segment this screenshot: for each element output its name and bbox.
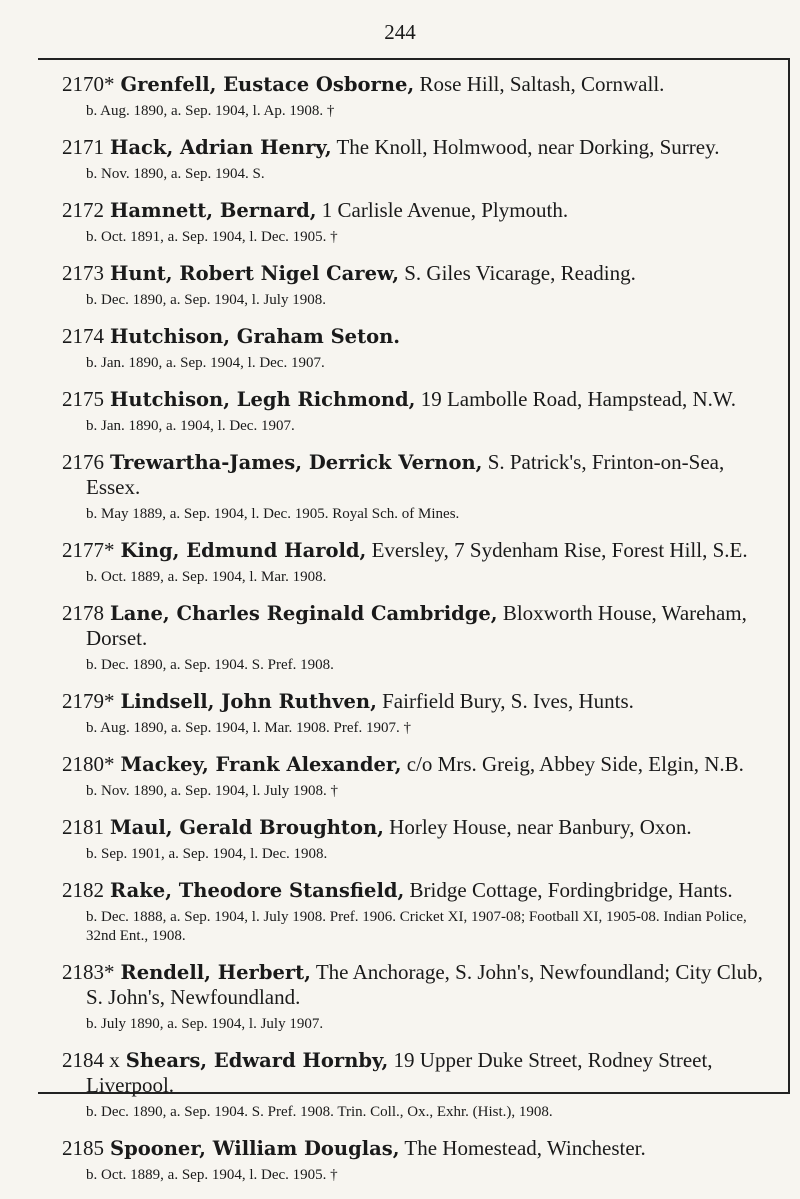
entry-heading: [62, 538, 780, 563]
entry-details: b. Jan. 1890, a. Sep. 1904, l. Dec. 1907.: [86, 355, 325, 371]
entry-number: 2180*: [62, 752, 115, 776]
entry-details: b. Oct. 1891, a. Sep. 1904, l. Dec. 1905. †: [86, 229, 338, 245]
entry-details: b. Nov. 1890, a. Sep. 1904. S.: [86, 166, 265, 182]
entry-number: 2179*: [62, 689, 115, 713]
entry-address: The Anchorage, S. John's, Newfoundland; City Club, S. John's, Newfoundland.: [86, 960, 763, 1009]
entry-name: Trewartha-James, Derrick Vernon,: [110, 451, 483, 474]
register-entry: [62, 960, 780, 1034]
register-entry: [62, 1136, 780, 1185]
entry-heading: [62, 261, 780, 286]
entry-name: Mackey, Frank Alexander,: [120, 753, 402, 776]
register-entry: [62, 198, 780, 247]
entry-name: King, Edmund Harold,: [120, 539, 367, 562]
entry-name: Spooner, William Douglas,: [110, 1137, 400, 1160]
entry-heading: [62, 1136, 780, 1161]
register-entry: [62, 324, 780, 373]
entry-heading: [62, 601, 780, 651]
entry-details: b. Nov. 1890, a. Sep. 1904, l. July 1908. †: [86, 783, 338, 799]
entry-name: Grenfell, Eustace Osborne,: [120, 73, 415, 96]
register-entry: [62, 815, 780, 864]
register-entry: [62, 261, 780, 310]
entry-number: 2177*: [62, 538, 115, 562]
entry-address: S. Giles Vicarage, Reading.: [398, 261, 636, 285]
entry-details: b. Sep. 1901, a. Sep. 1904, l. Dec. 1908.: [86, 846, 328, 862]
entry-name: Hutchison, Legh Richmond,: [110, 388, 416, 411]
register-entry: [62, 538, 780, 587]
entry-address: c/o Mrs. Greig, Abbey Side, Elgin, N.B.: [401, 752, 744, 776]
entry-address: Bloxworth House, Wareham, Dorset.: [86, 601, 747, 650]
entry-number: 2178: [62, 601, 104, 625]
entry-address: The Knoll, Holmwood, near Dorking, Surrey.: [331, 135, 720, 159]
entry-details: b. Oct. 1889, a. Sep. 1904, l. Mar. 1908.: [86, 569, 327, 585]
entry-address: 19 Lambolle Road, Hampstead, N.W.: [415, 387, 737, 411]
entry-name: Hutchison, Graham Seton.: [110, 325, 401, 348]
entry-number: 2170*: [62, 72, 115, 96]
entry-name: Lindsell, John Ruthven,: [120, 690, 377, 713]
register-entry: [62, 387, 780, 436]
entry-address: Bridge Cottage, Fordingbridge, Hants.: [404, 878, 733, 902]
page-number: 244: [384, 20, 416, 44]
entry-heading: [62, 689, 780, 714]
register-entry: [62, 450, 780, 524]
entry-number: 2181: [62, 815, 104, 839]
entry-number: 2182: [62, 878, 104, 902]
entry-heading: [62, 72, 780, 97]
entry-heading: [62, 1048, 780, 1098]
entry-heading: [62, 752, 780, 777]
entry-heading: [62, 960, 780, 1010]
entry-details: b. Dec. 1890, a. Sep. 1904. S. Pref. 1908. Trin. Coll., Ox., Exhr. (Hist.), 1908.: [86, 1104, 553, 1120]
entry-heading: [62, 135, 780, 160]
entry-address: 19 Upper Duke Street, Rodney Street, Liverpool.: [86, 1048, 713, 1097]
entry-name: Rendell, Herbert,: [120, 961, 311, 984]
register-entry: [62, 752, 780, 801]
entry-heading: [62, 198, 780, 223]
entry-number: 2185: [62, 1136, 104, 1160]
entry-details: b. Aug. 1890, a. Sep. 1904, l. Mar. 1908. Pref. 1907. †: [86, 720, 411, 736]
register-entry: [62, 689, 780, 738]
entry-number: 2184 x: [62, 1048, 120, 1072]
entry-number: 2174: [62, 324, 104, 348]
entry-heading: [62, 450, 780, 500]
entry-number: 2175: [62, 387, 104, 411]
entry-name: Hack, Adrian Henry,: [110, 136, 332, 159]
register-entry: [62, 601, 780, 675]
entry-details: b. Aug. 1890, a. Sep. 1904, l. Ap. 1908. †: [86, 103, 335, 119]
entry-number: 2173: [62, 261, 104, 285]
entry-address: Rose Hill, Saltash, Cornwall.: [414, 72, 665, 96]
entry-name: Hamnett, Bernard,: [110, 199, 317, 222]
entry-name: Shears, Edward Hornby,: [125, 1049, 389, 1072]
register-entry: [62, 878, 780, 946]
entry-details: b. July 1890, a. Sep. 1904, l. July 1907.: [86, 1016, 324, 1032]
entry-details: b. Dec. 1888, a. Sep. 1904, l. July 1908. Pref. 1906. Cricket XI, 1907-08; Football XI, 1905-08. Indian Police, 32nd Ent., 1908.: [86, 909, 747, 944]
entry-address: 1 Carlisle Avenue, Plymouth.: [316, 198, 569, 222]
entry-number: 2171: [62, 135, 104, 159]
entry-details: b. Oct. 1889, a. Sep. 1904, l. Dec. 1905. †: [86, 1167, 338, 1183]
entry-heading: [62, 878, 780, 903]
register-entry: [62, 135, 780, 184]
register-entries: [62, 72, 780, 1199]
entry-name: Lane, Charles Reginald Cambridge,: [110, 602, 498, 625]
entry-heading: [62, 815, 780, 840]
entry-heading: [62, 387, 780, 412]
entry-details: b. Jan. 1890, a. 1904, l. Dec. 1907.: [86, 418, 295, 434]
entry-address: S. Patrick's, Frinton-on-Sea, Essex.: [86, 450, 725, 499]
entry-heading: [62, 324, 780, 349]
entry-address: Eversley, 7 Sydenham Rise, Forest Hill, S.E.: [366, 538, 748, 562]
register-entry: [62, 72, 780, 121]
entry-name: Maul, Gerald Broughton,: [110, 816, 384, 839]
entry-details: b. May 1889, a. Sep. 1904, l. Dec. 1905. Royal Sch. of Mines.: [86, 506, 460, 522]
entry-name: Hunt, Robert Nigel Carew,: [110, 262, 399, 285]
entry-number: 2176: [62, 450, 104, 474]
entry-address: Fairfield Bury, S. Ives, Hunts.: [376, 689, 634, 713]
entry-name: Rake, Theodore Stansfield,: [110, 879, 405, 902]
entry-details: b. Dec. 1890, a. Sep. 1904, l. July 1908.: [86, 292, 326, 308]
entry-address: Horley House, near Banbury, Oxon.: [383, 815, 692, 839]
entry-number: 2172: [62, 198, 104, 222]
entry-number: 2183*: [62, 960, 115, 984]
entry-details: b. Dec. 1890, a. Sep. 1904. S. Pref. 1908.: [86, 657, 334, 673]
register-entry: [62, 1048, 780, 1122]
entry-address: The Homestead, Winchester.: [399, 1136, 646, 1160]
